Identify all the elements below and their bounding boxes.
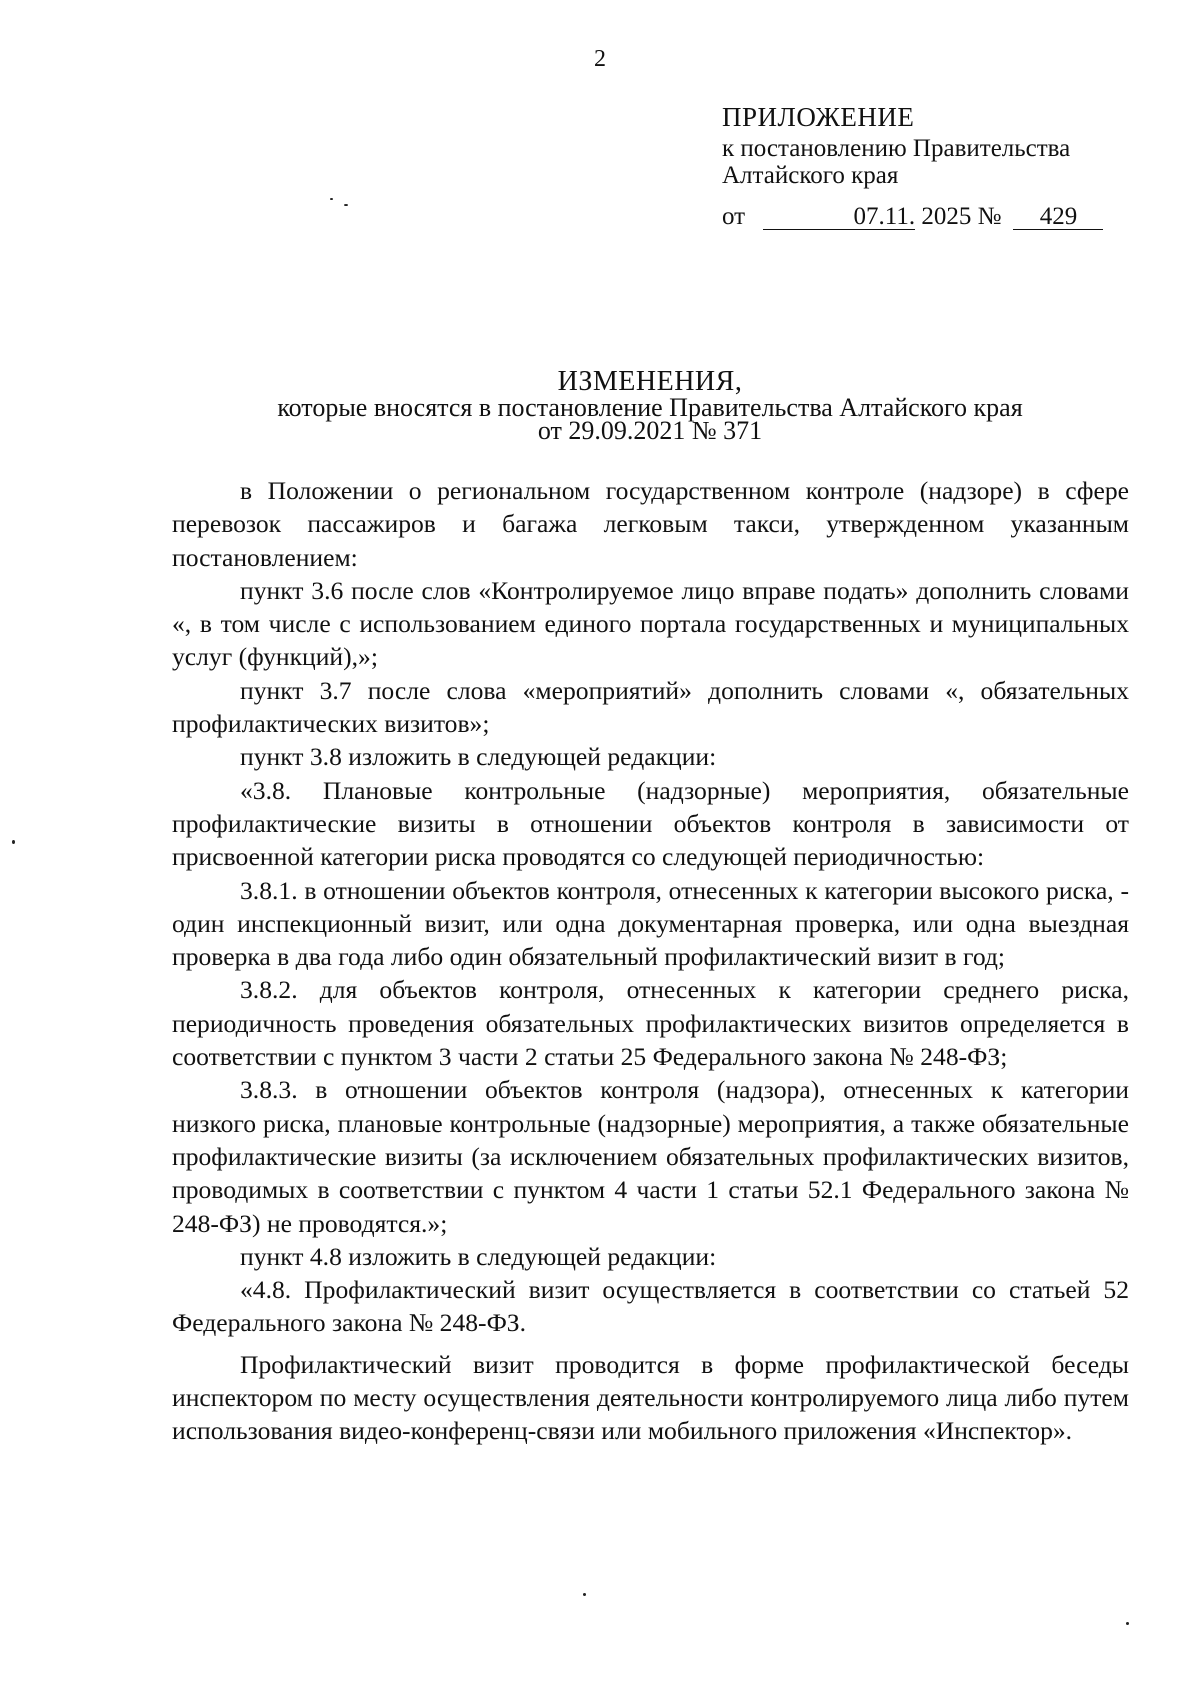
appendix-title: ПРИЛОЖЕНИЕ [722, 102, 915, 132]
paragraph: в Положении о региональном государственном контроле (надзоре) в сфере перевозок пассажиров и багажа легковым такси, утвержденном указанным постановлением: [172, 476, 1129, 572]
document-body [172, 474, 1129, 1448]
heading-subtitle-date: от 29.09.2021 № 371 [537, 416, 763, 445]
paragraph: 3.8.3. в отношении объектов контроля (надзора), отнесенных к категории низкого риска, плановые контрольные (надзорные) мероприятия, а также обязательные профилактические визиты (за исключением обязательных профилактических визитов, проводимых в соответствии с пунктом 4 части 1 статьи 52.1 Федерального закона № 248-ФЗ) не проводятся.»; [172, 1075, 1129, 1238]
from-label: от [722, 203, 746, 230]
scan-speck [12, 840, 15, 844]
paragraph: пункт 3.7 после слова «мероприятий» дополнить словами «, обязательных профилактических визитов»; [172, 675, 1129, 739]
appendix-date-line [722, 203, 1162, 230]
paragraph: «3.8. Плановые контрольные (надзорные) мероприятия, обязательные профилактические визиты в отношении объектов контроля в зависимости от присвоенной категории риска проводятся со следующей периодичностью: [172, 775, 1129, 872]
scan-speck [583, 1593, 586, 1596]
paragraph: пункт 3.8 изложить в следующей редакции: [240, 742, 717, 772]
resolution-number: 429 [1013, 205, 1103, 230]
scan-speck [344, 204, 348, 206]
scan-speck [1126, 1622, 1129, 1625]
paragraph: 3.8.1. в отношении объектов контроля, отнесенных к категории высокого риска, - один инспекционный визит, или одна документарная проверка, или одна выездная проверка в два года либо один обязательный профилактический визит в год; [172, 875, 1129, 972]
year-label: 2025 № [921, 203, 1002, 230]
paragraph: 3.8.2. для объектов контроля, отнесенных к категории среднего риска, периодичность проведения обязательных профилактических визитов определяется в соответствии с пунктом 3 части 2 статьи 25 Федерального закона № 248-ФЗ; [172, 975, 1129, 1072]
document-heading [170, 366, 1130, 445]
paragraph: «4.8. Профилактический визит осуществляется в соответствии со статьей 52 Федерального закона № 248-ФЗ. [172, 1275, 1129, 1338]
appendix-block [722, 104, 1162, 230]
scan-speck [330, 198, 333, 200]
appendix-line-2: Алтайского края [722, 162, 899, 189]
paragraph: пункт 4.8 изложить в следующей редакции: [240, 1241, 717, 1271]
paragraph: Профилактический визит проводится в форме профилактической беседы инспектором по месту осуществления деятельности контролируемого лица либо путем использования видео-конференц-связи или мобильного приложения «Инспектор». [172, 1349, 1129, 1446]
heading-subtitle: которые вносятся в постановление Правительства Алтайского края [277, 393, 1023, 422]
resolution-date: 07.11. [763, 205, 915, 230]
paragraph: пункт 3.6 после слов «Контролируемое лицо вправе подать» дополнить словами «, в том числе с использованием единого портала государственных и муниципальных услуг (функций),»; [172, 575, 1129, 672]
heading-title: ИЗМЕНЕНИЯ, [557, 366, 743, 397]
page-number: 2 [594, 46, 606, 72]
appendix-line-1: к постановлению Правительства [722, 135, 1071, 162]
